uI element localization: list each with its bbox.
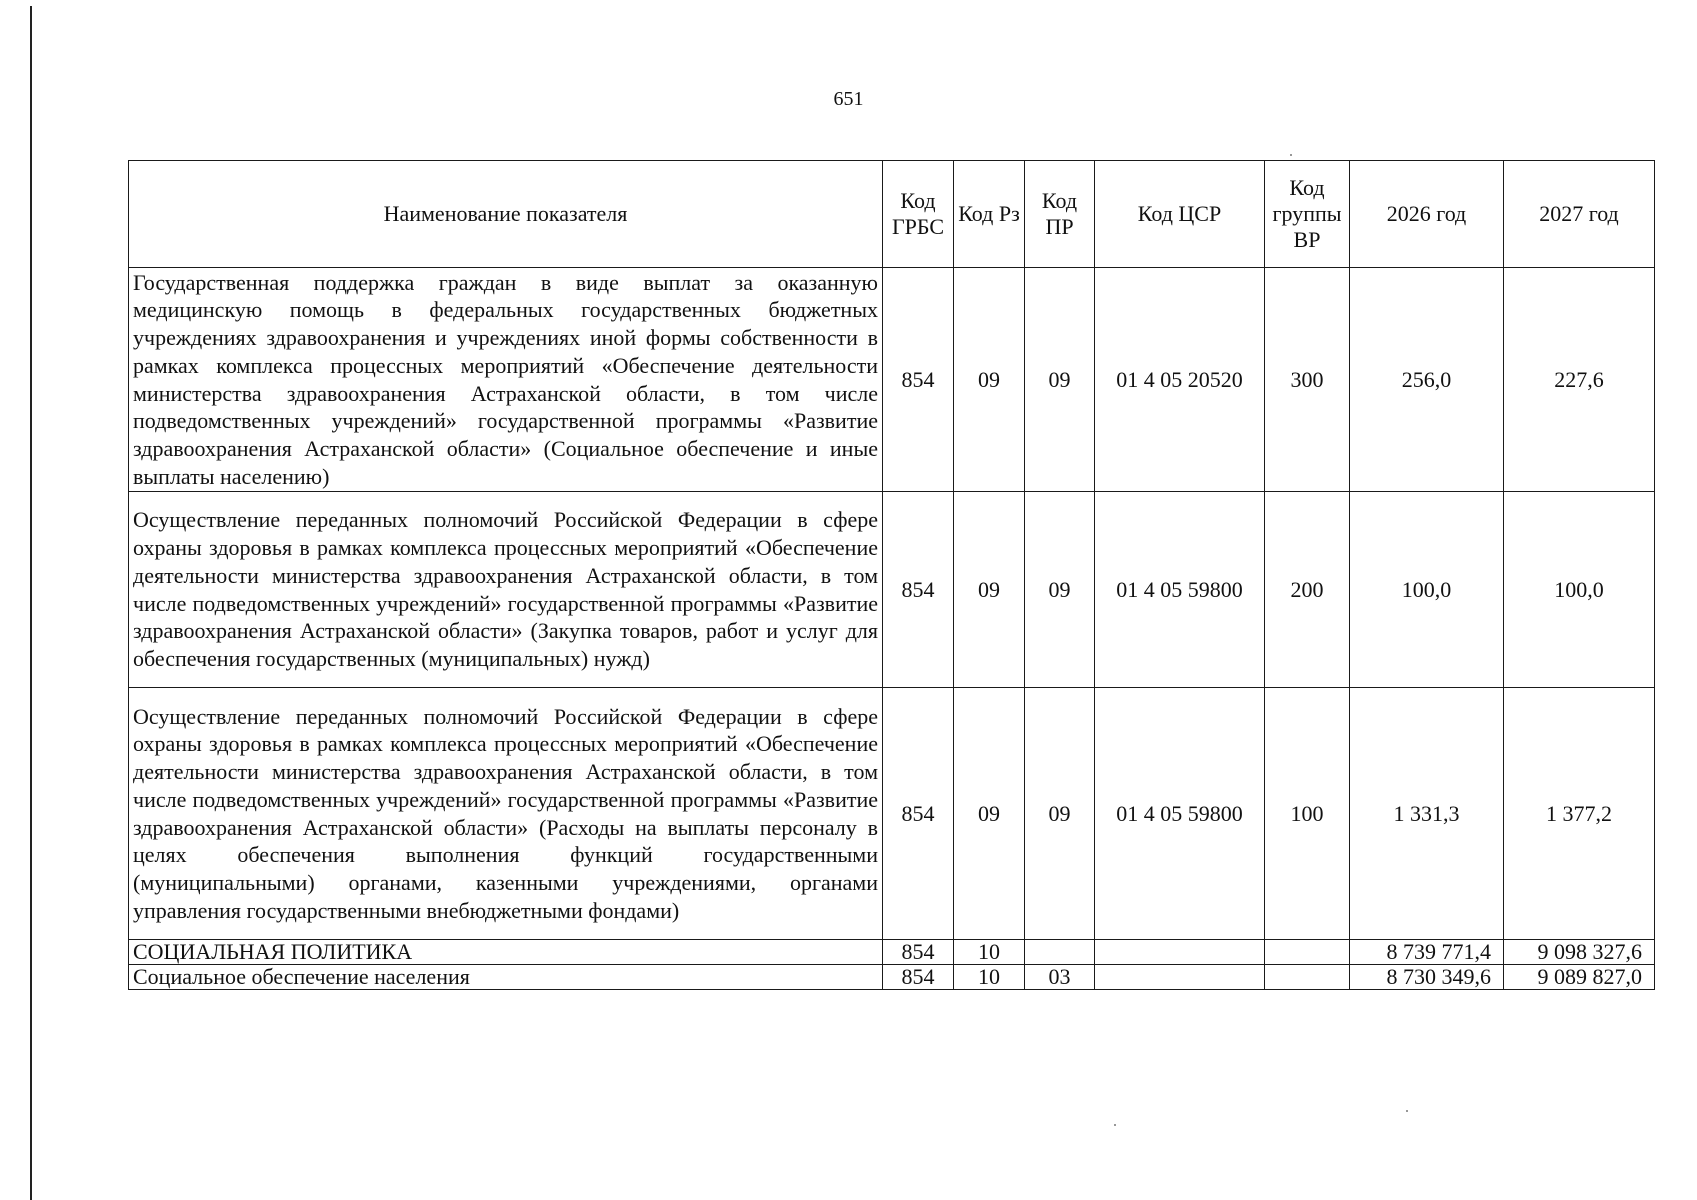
scan-speck	[1290, 154, 1292, 156]
row-grbs: 854	[883, 268, 954, 492]
row-csr	[1095, 940, 1265, 965]
row-grbs: 854	[883, 940, 954, 965]
row-rz: 10	[954, 965, 1025, 990]
row-grbs: 854	[883, 492, 954, 688]
table-row	[129, 492, 1655, 688]
row-csr	[1095, 965, 1265, 990]
row-name: Осуществление переданных полномочий Российской Федерации в сфере охраны здоровья в рамках комплекса процессных мероприятий «Обеспечение деятельности министерства здравоохранения Астраханской области, в том числе подведомственных учреждений» государственной программы «Развитие здравоохранения Астраханской области» (Расходы на выплаты персоналу в целях обеспечения выполнения функций государственными (муниципальными) органами, казенными учреждениями, органами управления государственными внебюджетными фондами)	[129, 688, 883, 940]
row-2027: 1 377,2	[1504, 688, 1655, 940]
row-pr: 09	[1025, 688, 1095, 940]
header-2026: 2026 год	[1350, 161, 1504, 268]
table-row	[129, 940, 1655, 965]
page-number: 651	[833, 88, 864, 110]
header-2027: 2027 год	[1504, 161, 1655, 268]
table-row	[129, 965, 1655, 990]
row-vr: 100	[1265, 688, 1350, 940]
row-name: Осуществление переданных полномочий Российской Федерации в сфере охраны здоровья в рамках комплекса процессных мероприятий «Обеспечение деятельности министерства здравоохранения Астраханской области, в том числе подведомственных учреждений» государственной программы «Развитие здравоохранения Астраханской области» (Закупка товаров, работ и услуг для обеспечения государственных (муниципальных) нужд)	[129, 492, 883, 688]
header-grbs: Код ГРБС	[883, 161, 954, 268]
row-vr: 300	[1265, 268, 1350, 492]
row-2027: 9 098 327,6	[1504, 940, 1655, 965]
row-csr: 01 4 05 59800	[1095, 688, 1265, 940]
row-name: Социальное обеспечение населения	[129, 965, 883, 990]
row-2027: 100,0	[1504, 492, 1655, 688]
row-rz: 09	[954, 688, 1025, 940]
scan-speck	[1406, 1110, 1408, 1112]
budget-table	[128, 160, 1655, 990]
table-row	[129, 688, 1655, 940]
row-pr	[1025, 940, 1095, 965]
row-2026: 100,0	[1350, 492, 1504, 688]
row-name: СОЦИАЛЬНАЯ ПОЛИТИКА	[129, 940, 883, 965]
row-grbs: 854	[883, 688, 954, 940]
row-vr	[1265, 965, 1350, 990]
row-rz: 10	[954, 940, 1025, 965]
table-row	[129, 268, 1655, 492]
row-2026: 256,0	[1350, 268, 1504, 492]
row-rz: 09	[954, 268, 1025, 492]
row-csr: 01 4 05 59800	[1095, 492, 1265, 688]
row-2027: 227,6	[1504, 268, 1655, 492]
row-2027: 9 089 827,0	[1504, 965, 1655, 990]
table-header-row	[129, 161, 1655, 268]
header-csr: Код ЦСР	[1095, 161, 1265, 268]
row-2026: 8 730 349,6	[1350, 965, 1504, 990]
header-name: Наименование показателя	[129, 161, 883, 268]
row-name: Государственная поддержка граждан в виде выплат за оказанную медицинскую помощь в федеральных государственных бюджетных учреждениях здравоохранения и учреждениях иной формы собственности в рамках комплекса процессных мероприятий «Обеспечение деятельности министерства здравоохранения Астраханской области, в том числе подведомственных учреждений» государственной программы «Развитие здравоохранения Астраханской области» (Социальное обеспечение и иные выплаты населению)	[129, 268, 883, 492]
scan-speck	[1114, 1124, 1116, 1126]
header-vr: Код группы ВР	[1265, 161, 1350, 268]
row-rz: 09	[954, 492, 1025, 688]
row-2026: 1 331,3	[1350, 688, 1504, 940]
row-pr: 09	[1025, 492, 1095, 688]
row-pr: 03	[1025, 965, 1095, 990]
header-rz: Код Рз	[954, 161, 1025, 268]
scan-edge-line	[30, 6, 32, 1200]
row-vr: 200	[1265, 492, 1350, 688]
row-grbs: 854	[883, 965, 954, 990]
row-pr: 09	[1025, 268, 1095, 492]
row-csr: 01 4 05 20520	[1095, 268, 1265, 492]
row-2026: 8 739 771,4	[1350, 940, 1504, 965]
row-vr	[1265, 940, 1350, 965]
header-pr: Код ПР	[1025, 161, 1095, 268]
